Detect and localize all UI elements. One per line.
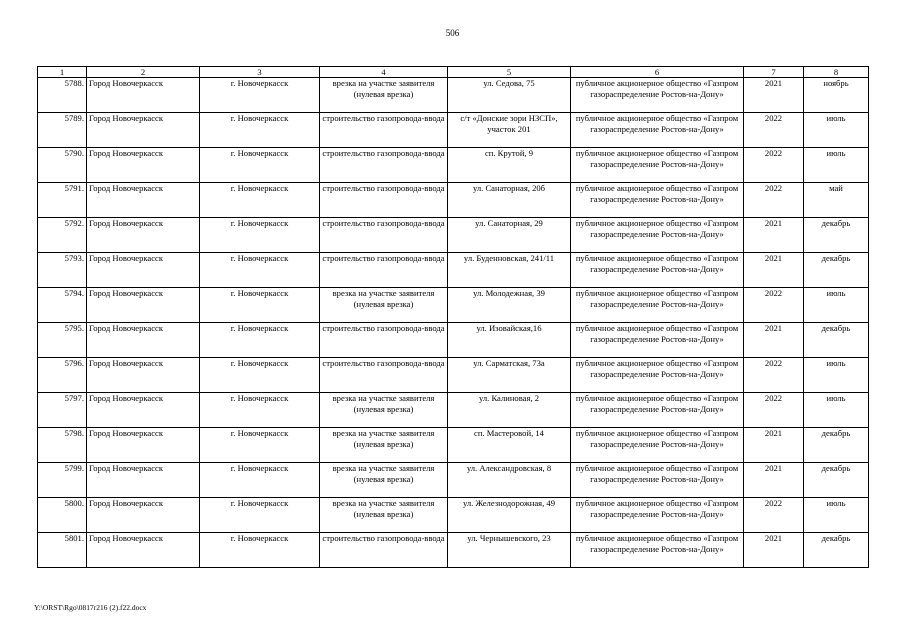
cell-year: 2022: [744, 498, 804, 533]
cell-district: Город Новочеркасск: [87, 358, 200, 393]
cell-year: 2021: [744, 218, 804, 253]
table-row: [38, 498, 869, 533]
cell-organization: публичное акционерное общество «Газпром газораспределение Ростов-на-Дону»: [571, 533, 744, 568]
cell-district: Город Новочеркасск: [87, 148, 200, 183]
cell-organization: публичное акционерное общество «Газпром газораспределение Ростов-на-Дону»: [571, 148, 744, 183]
cell-district: Город Новочеркасск: [87, 463, 200, 498]
column-header: 4: [320, 67, 448, 78]
cell-district: Город Новочеркасск: [87, 218, 200, 253]
cell-month: декабрь: [804, 253, 869, 288]
table-row: [38, 148, 869, 183]
cell-work-type: строительство газопровода-ввода: [320, 218, 448, 253]
cell-number: 5793.: [38, 253, 87, 288]
page-number: 506: [445, 28, 460, 38]
cell-number: 5791.: [38, 183, 87, 218]
table-row: [38, 428, 869, 463]
cell-month: декабрь: [804, 218, 869, 253]
cell-address: сп. Мастеровой, 14: [448, 428, 571, 463]
cell-number: 5795.: [38, 323, 87, 358]
cell-organization: публичное акционерное общество «Газпром газораспределение Ростов-на-Дону»: [571, 463, 744, 498]
cell-locality: г. Новочеркасск: [200, 533, 320, 568]
cell-address: ул. Железнодорожная, 49: [448, 498, 571, 533]
cell-locality: г. Новочеркасск: [200, 288, 320, 323]
cell-month: июль: [804, 113, 869, 148]
cell-address: ул. Чернышевского, 23: [448, 533, 571, 568]
column-header: 5: [448, 67, 571, 78]
cell-district: Город Новочеркасск: [87, 288, 200, 323]
cell-locality: г. Новочеркасск: [200, 428, 320, 463]
cell-work-type: строительство газопровода-ввода: [320, 148, 448, 183]
cell-organization: публичное акционерное общество «Газпром газораспределение Ростов-на-Дону»: [571, 183, 744, 218]
cell-district: Город Новочеркасск: [87, 253, 200, 288]
cell-address: ул. Санаторная, 20б: [448, 183, 571, 218]
cell-organization: публичное акционерное общество «Газпром газораспределение Ростов-на-Дону»: [571, 218, 744, 253]
cell-district: Город Новочеркасск: [87, 113, 200, 148]
column-header: 8: [804, 67, 869, 78]
cell-work-type: врезка на участке заявителя (нулевая врезка): [320, 498, 448, 533]
cell-address: сп. Крутой, 9: [448, 148, 571, 183]
cell-locality: г. Новочеркасск: [200, 78, 320, 113]
cell-number: 5789.: [38, 113, 87, 148]
cell-district: Город Новочеркасск: [87, 498, 200, 533]
cell-number: 5797.: [38, 393, 87, 428]
table-row: [38, 288, 869, 323]
cell-address: с/т «Донские зори НЗСП», участок 201: [448, 113, 571, 148]
cell-year: 2022: [744, 113, 804, 148]
cell-month: декабрь: [804, 533, 869, 568]
cell-work-type: строительство газопровода-ввода: [320, 113, 448, 148]
cell-address: ул. Александровская, 8: [448, 463, 571, 498]
cell-month: июль: [804, 148, 869, 183]
cell-organization: публичное акционерное общество «Газпром газораспределение Ростов-на-Дону»: [571, 113, 744, 148]
cell-organization: публичное акционерное общество «Газпром газораспределение Ростов-на-Дону»: [571, 253, 744, 288]
cell-year: 2021: [744, 253, 804, 288]
cell-number: 5798.: [38, 428, 87, 463]
cell-address: ул. Калиновая, 2: [448, 393, 571, 428]
column-header: 7: [744, 67, 804, 78]
cell-number: 5801.: [38, 533, 87, 568]
cell-locality: г. Новочеркасск: [200, 463, 320, 498]
cell-locality: г. Новочеркасск: [200, 218, 320, 253]
column-number-row: [38, 67, 869, 78]
cell-number: 5792.: [38, 218, 87, 253]
cell-year: 2022: [744, 183, 804, 218]
cell-number: 5794.: [38, 288, 87, 323]
cell-address: ул. Буденновская, 241/11: [448, 253, 571, 288]
document-table: [37, 66, 869, 568]
cell-work-type: врезка на участке заявителя (нулевая врезка): [320, 288, 448, 323]
cell-district: Город Новочеркасск: [87, 183, 200, 218]
cell-organization: публичное акционерное общество «Газпром газораспределение Ростов-на-Дону»: [571, 498, 744, 533]
cell-locality: г. Новочеркасск: [200, 323, 320, 358]
cell-locality: г. Новочеркасск: [200, 148, 320, 183]
cell-work-type: строительство газопровода-ввода: [320, 358, 448, 393]
cell-year: 2021: [744, 428, 804, 463]
cell-year: 2022: [744, 358, 804, 393]
table-row: [38, 463, 869, 498]
column-header: 3: [200, 67, 320, 78]
cell-organization: публичное акционерное общество «Газпром газораспределение Ростов-на-Дону»: [571, 428, 744, 463]
cell-year: 2021: [744, 463, 804, 498]
cell-work-type: строительство газопровода-ввода: [320, 533, 448, 568]
cell-organization: публичное акционерное общество «Газпром газораспределение Ростов-на-Дону»: [571, 358, 744, 393]
cell-number: 5799.: [38, 463, 87, 498]
cell-locality: г. Новочеркасск: [200, 113, 320, 148]
cell-district: Город Новочеркасск: [87, 323, 200, 358]
cell-year: 2022: [744, 288, 804, 323]
column-header: 1: [38, 67, 87, 78]
cell-address: ул. Сарматская, 73а: [448, 358, 571, 393]
cell-locality: г. Новочеркасск: [200, 253, 320, 288]
cell-locality: г. Новочеркасск: [200, 358, 320, 393]
cell-month: июль: [804, 358, 869, 393]
cell-organization: публичное акционерное общество «Газпром газораспределение Ростов-на-Дону»: [571, 323, 744, 358]
cell-year: 2021: [744, 533, 804, 568]
cell-month: декабрь: [804, 323, 869, 358]
table-row: [38, 183, 869, 218]
table-row: [38, 113, 869, 148]
footer-file-path: Y:\ORST\Rgo\0817r216 (2).f22.docx: [34, 603, 147, 612]
cell-month: июль: [804, 288, 869, 323]
cell-number: 5788.: [38, 78, 87, 113]
table-row: [38, 358, 869, 393]
cell-month: июль: [804, 498, 869, 533]
cell-district: Город Новочеркасск: [87, 428, 200, 463]
cell-address: ул. Молодежная, 39: [448, 288, 571, 323]
cell-district: Город Новочеркасск: [87, 78, 200, 113]
column-header: 2: [87, 67, 200, 78]
cell-year: 2022: [744, 148, 804, 183]
cell-address: ул. Санаторная, 29: [448, 218, 571, 253]
cell-month: май: [804, 183, 869, 218]
cell-organization: публичное акционерное общество «Газпром газораспределение Ростов-на-Дону»: [571, 78, 744, 113]
cell-work-type: врезка на участке заявителя (нулевая врезка): [320, 463, 448, 498]
cell-locality: г. Новочеркасск: [200, 393, 320, 428]
cell-year: 2021: [744, 323, 804, 358]
cell-organization: публичное акционерное общество «Газпром газораспределение Ростов-на-Дону»: [571, 393, 744, 428]
table-row: [38, 218, 869, 253]
cell-address: ул. Изовайская,16: [448, 323, 571, 358]
cell-month: декабрь: [804, 463, 869, 498]
column-header: 6: [571, 67, 744, 78]
cell-month: июль: [804, 393, 869, 428]
cell-work-type: врезка на участке заявителя (нулевая врезка): [320, 78, 448, 113]
cell-number: 5790.: [38, 148, 87, 183]
table-row: [38, 78, 869, 113]
table-row: [38, 253, 869, 288]
cell-number: 5796.: [38, 358, 87, 393]
cell-year: 2021: [744, 78, 804, 113]
cell-district: Город Новочеркасск: [87, 533, 200, 568]
cell-work-type: строительство газопровода-ввода: [320, 323, 448, 358]
cell-number: 5800.: [38, 498, 87, 533]
cell-work-type: врезка на участке заявителя (нулевая врезка): [320, 428, 448, 463]
table-row: [38, 533, 869, 568]
cell-month: декабрь: [804, 428, 869, 463]
cell-locality: г. Новочеркасск: [200, 183, 320, 218]
cell-district: Город Новочеркасск: [87, 393, 200, 428]
table-row: [38, 323, 869, 358]
cell-month: ноябрь: [804, 78, 869, 113]
cell-locality: г. Новочеркасск: [200, 498, 320, 533]
cell-year: 2022: [744, 393, 804, 428]
cell-address: ул. Седова, 75: [448, 78, 571, 113]
cell-organization: публичное акционерное общество «Газпром газораспределение Ростов-на-Дону»: [571, 288, 744, 323]
cell-work-type: строительство газопровода-ввода: [320, 183, 448, 218]
cell-work-type: врезка на участке заявителя (нулевая врезка): [320, 393, 448, 428]
cell-work-type: строительство газопровода-ввода: [320, 253, 448, 288]
table-row: [38, 393, 869, 428]
